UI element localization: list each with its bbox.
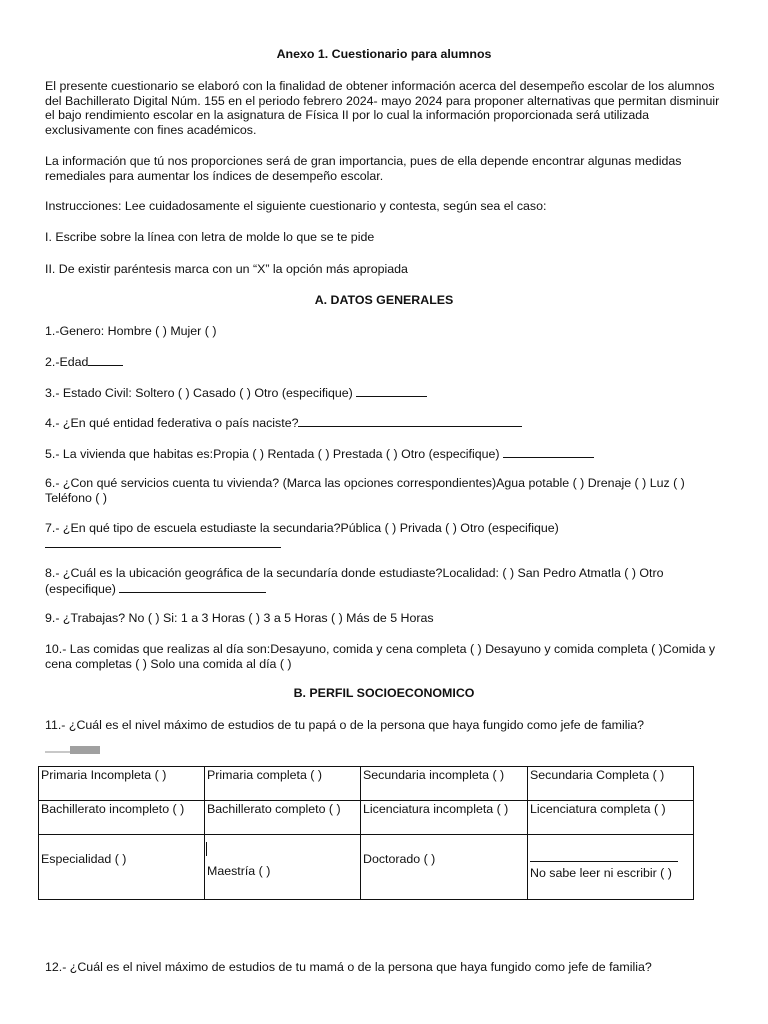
document-title: Anexo 1. Cuestionario para alumnos [276, 47, 492, 61]
answer-line [530, 861, 678, 862]
option-primaria-incompleta[interactable]: Primaria Incompleta ( ) [39, 767, 205, 801]
option-primaria-completa[interactable]: Primaria completa ( ) [205, 767, 361, 801]
question-11-father-education: 11.- ¿Cuál es el nivel máximo de estudios de tu papá o de la persona que haya fungido como jefe de familia? [45, 718, 645, 732]
section-b-heading: B. PERFIL SOCIOECONOMICO [293, 686, 475, 700]
question-10-meals: 10.- Las comidas que realizas al día son:Desayuno, comida y cena completa ( ) Desayuno y comida completa ( )Comida y cena completas ( ) Solo una comida al día ( ) [45, 642, 716, 671]
option-doctorado[interactable]: Doctorado ( ) [361, 835, 528, 900]
question-6-services: 6.- ¿Con qué servicios cuenta tu vivienda? (Marca las opciones correspondientes)Agua potable ( ) Drenaje ( ) Luz ( ) Teléfono ( ) [45, 476, 685, 505]
question-1-gender: 1.-Genero: Hombre ( ) Mujer ( ) [45, 324, 217, 338]
education-options-table [38, 766, 694, 900]
birthplace-answer-line[interactable] [298, 415, 522, 427]
civil-status-answer-line[interactable] [356, 385, 427, 397]
option-secundaria-completa[interactable]: Secundaria Completa ( ) [528, 767, 694, 801]
question-12-mother-education: 12.- ¿Cuál es el nivel máximo de estudios de tu mamá o de la persona que haya fungido como jefe de familia? [45, 960, 652, 974]
question-4-birthplace: 4.- ¿En qué entidad federativa o país naciste? [45, 415, 725, 431]
option-licenciatura-incompleta[interactable]: Licenciatura incompleta ( ) [361, 801, 528, 835]
section-a-heading: A. DATOS GENERALES [314, 293, 454, 307]
option-licenciatura-completa[interactable]: Licenciatura completa ( ) [528, 801, 694, 835]
question-3-civil-status: 3.- Estado Civil: Soltero ( ) Casado ( ) Otro (especifique) [45, 385, 725, 401]
question-2-age: 2.-Edad [45, 354, 725, 370]
school-location-answer-line[interactable] [119, 581, 266, 593]
redaction-mark-dark [70, 746, 100, 754]
instructions-text: Instrucciones: Lee cuidadosamente el siguiente cuestionario y contesta, según sea el caso: [45, 199, 547, 213]
question-8-school-location: 8.- ¿Cuál es la ubicación geográfica de la secundaría donde estudiaste?Localidad: ( ) San Pedro Atmatla ( ) Otro (especifique) [45, 566, 664, 596]
importance-paragraph: La información que tú nos proporciones será de gran importancia, pues de ella depende encontrar algunas medidas remediales para aumentar los índices de desempeño escolar. [45, 154, 682, 183]
housing-answer-line[interactable] [503, 446, 594, 458]
option-bachillerato-incompleto[interactable]: Bachillerato incompleto ( ) [39, 801, 205, 835]
question-7-school-type: 7.- ¿En qué tipo de escuela estudiaste la secundaria?Pública ( ) Privada ( ) Otro (especifique) [45, 521, 725, 551]
option-secundaria-incompleta[interactable]: Secundaria incompleta ( ) [361, 767, 528, 801]
school-type-answer-line[interactable] [45, 536, 281, 548]
question-9-work: 9.- ¿Trabajas? No ( ) Si: 1 a 3 Horas ( ) 3 a 5 Horas ( ) Más de 5 Horas [45, 611, 434, 625]
table-row [39, 835, 694, 900]
redaction-mark [45, 746, 100, 754]
table-row [39, 801, 694, 835]
option-bachillerato-completo[interactable]: Bachillerato completo ( ) [205, 801, 361, 835]
instruction-i: I. Escribe sobre la línea con letra de molde lo que se te pide [45, 230, 375, 244]
intro-paragraph: El presente cuestionario se elaboró con la finalidad de obtener información acerca del desempeño escolar de los alumnos del Bachillerato Digital Núm. 155 en el periodo febrero 2024- mayo 2024 para proponer alternativas que permitan disminuir el bajo rendimiento escolar en la asignatura de Física II por lo cual la información proporcionada será utilizada exclusivamente con fines académicos. [45, 79, 720, 137]
age-answer-line[interactable] [88, 354, 123, 366]
question-5-housing: 5.- La vivienda que habitas es:Propia ( ) Rentada ( ) Prestada ( ) Otro (especifique) [45, 446, 725, 462]
instruction-ii: II. De existir paréntesis marca con un “X” la opción más apropiada [45, 262, 408, 276]
option-no-sabe-leer[interactable]: No sabe leer ni escribir ( ) [528, 835, 694, 900]
option-especialidad[interactable]: Especialidad ( ) [39, 835, 205, 900]
cursor-mark [206, 842, 207, 856]
option-maestria[interactable]: Maestría ( ) [205, 835, 361, 900]
table-row [39, 767, 694, 801]
redaction-mark-light [45, 751, 70, 753]
